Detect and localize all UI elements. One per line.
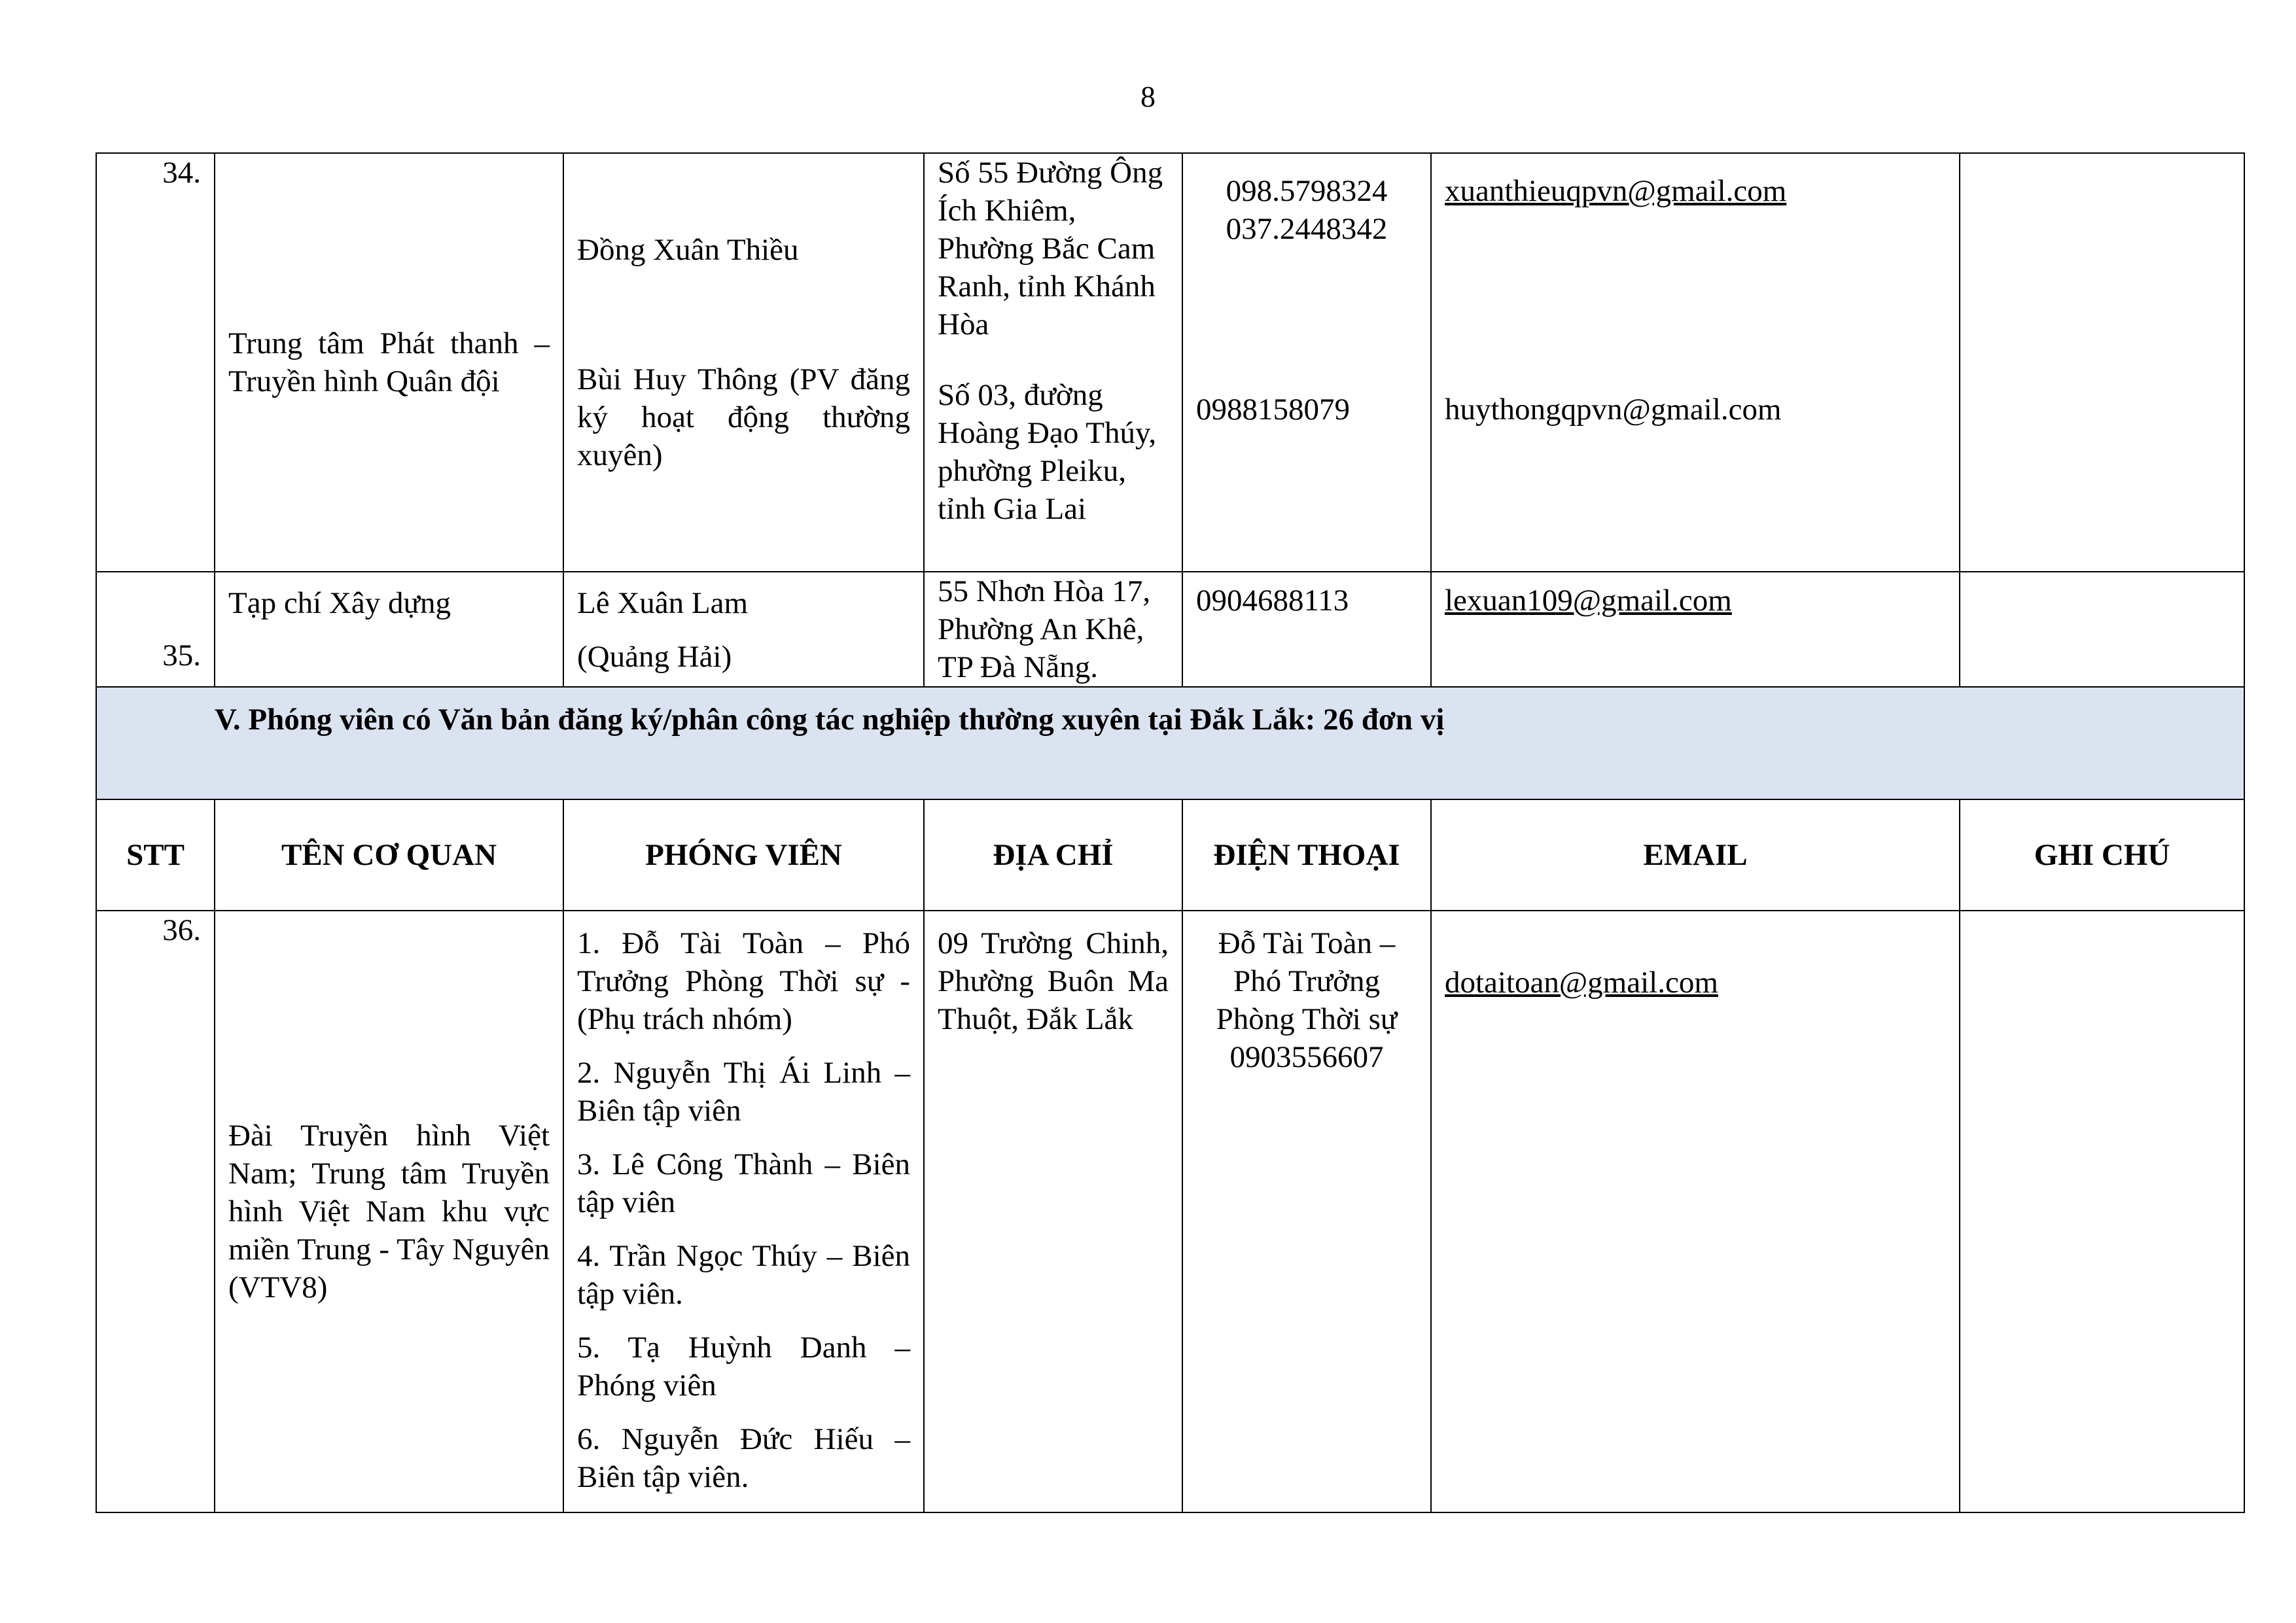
email-link[interactable]: dotaitoan@gmail.com bbox=[1445, 966, 1718, 1000]
email-cell bbox=[1431, 911, 1960, 1512]
reporter-name: Lê Xuân Lam bbox=[577, 586, 749, 620]
address-cell bbox=[924, 153, 1182, 572]
reporter-alias: (Quảng Hải) bbox=[577, 640, 732, 674]
email-link[interactable]: xuanthieuqpvn@gmail.com bbox=[1445, 174, 1787, 208]
table-row-35 bbox=[96, 572, 2244, 687]
agency-cell: Tạp chí Xây dựng bbox=[215, 572, 563, 687]
phone-number: 0988158079 bbox=[1196, 393, 1350, 427]
email-cell bbox=[1431, 572, 1960, 687]
email-link[interactable]: lexuan109@gmail.com bbox=[1445, 584, 1732, 618]
reporter-cell bbox=[563, 911, 924, 1512]
table-header-row bbox=[96, 799, 2244, 911]
header-reporter: PHÓNG VIÊN bbox=[563, 799, 924, 911]
note-cell bbox=[1960, 911, 2244, 1512]
table-row-36 bbox=[96, 911, 2244, 1512]
section-row bbox=[96, 687, 2244, 799]
list-item: 1. Đỗ Tài Toàn – Phó Trưởng Phòng Thời sự - (Phụ trách nhóm) bbox=[577, 926, 910, 1036]
header-note: GHI CHÚ bbox=[1960, 799, 2244, 911]
stt-cell: 34. bbox=[96, 153, 215, 572]
reporter-name: Bùi Huy Thông (PV đăng ký hoạt động thường xuyên) bbox=[577, 362, 910, 472]
agency-cell: Đài Truyền hình Việt Nam; Trung tâm Truyền hình Việt Nam khu vực miền Trung - Tây Nguyên (VTV8) bbox=[215, 911, 563, 1512]
email-text: huythongqpvn@gmail.com bbox=[1445, 393, 1782, 427]
table-row-34 bbox=[96, 153, 2244, 572]
header-phone: ĐIỆN THOẠI bbox=[1182, 799, 1431, 911]
reporter-list bbox=[577, 924, 910, 1496]
phone-number: 037.2448342 bbox=[1226, 212, 1388, 246]
phone-cell bbox=[1182, 153, 1431, 572]
stt-cell: 35. bbox=[96, 572, 215, 687]
email-cell bbox=[1431, 153, 1960, 572]
reporter-name: Đồng Xuân Thiều bbox=[577, 233, 799, 267]
list-item: 5. Tạ Huỳnh Danh – Phóng viên bbox=[577, 1331, 910, 1403]
address-text: Số 03, đường Hoàng Đạo Thúy, phường Pleiku, tỉnh Gia Lai bbox=[938, 378, 1157, 526]
note-cell bbox=[1960, 153, 2244, 572]
address-cell: 55 Nhơn Hòa 17, Phường An Khê, TP Đà Nẵng. bbox=[924, 572, 1182, 687]
header-address: ĐỊA CHỈ bbox=[924, 799, 1182, 911]
header-stt: STT bbox=[96, 799, 215, 911]
reporter-table bbox=[96, 152, 2245, 1513]
stt-cell: 36. bbox=[96, 911, 215, 1512]
list-item: 6. Nguyễn Đức Hiếu – Biên tập viên. bbox=[577, 1422, 910, 1494]
note-cell bbox=[1960, 572, 2244, 687]
header-agency: TÊN CƠ QUAN bbox=[215, 799, 563, 911]
list-item: 4. Trần Ngọc Thúy – Biên tập viên. bbox=[577, 1239, 910, 1311]
header-email: EMAIL bbox=[1431, 799, 1960, 911]
phone-cell: 0904688113 bbox=[1182, 572, 1431, 687]
address-cell: 09 Trường Chinh, Phường Buôn Ma Thuột, Đắk Lắk bbox=[924, 911, 1182, 1512]
phone-cell: Đỗ Tài Toàn – Phó Trưởng Phòng Thời sự 0903556607 bbox=[1182, 911, 1431, 1512]
address-text: Số 55 Đường Ông Ích Khiêm, Phường Bắc Cam Ranh, tỉnh Khánh Hòa bbox=[938, 156, 1163, 341]
agency-cell: Trung tâm Phát thanh – Truyền hình Quân đội bbox=[215, 153, 563, 572]
phone-number: 098.5798324 bbox=[1226, 174, 1388, 208]
section-title: V. Phóng viên có Văn bản đăng ký/phân công tác nghiệp thường xuyên tại Đắk Lắk: 26 đơn vị bbox=[96, 687, 2244, 799]
list-item: 2. Nguyễn Thị Ái Linh – Biên tập viên bbox=[577, 1056, 910, 1128]
reporter-cell bbox=[563, 153, 924, 572]
reporter-cell bbox=[563, 572, 924, 687]
list-item: 3. Lê Công Thành – Biên tập viên bbox=[577, 1147, 910, 1219]
page-number: 8 bbox=[1140, 80, 1156, 113]
